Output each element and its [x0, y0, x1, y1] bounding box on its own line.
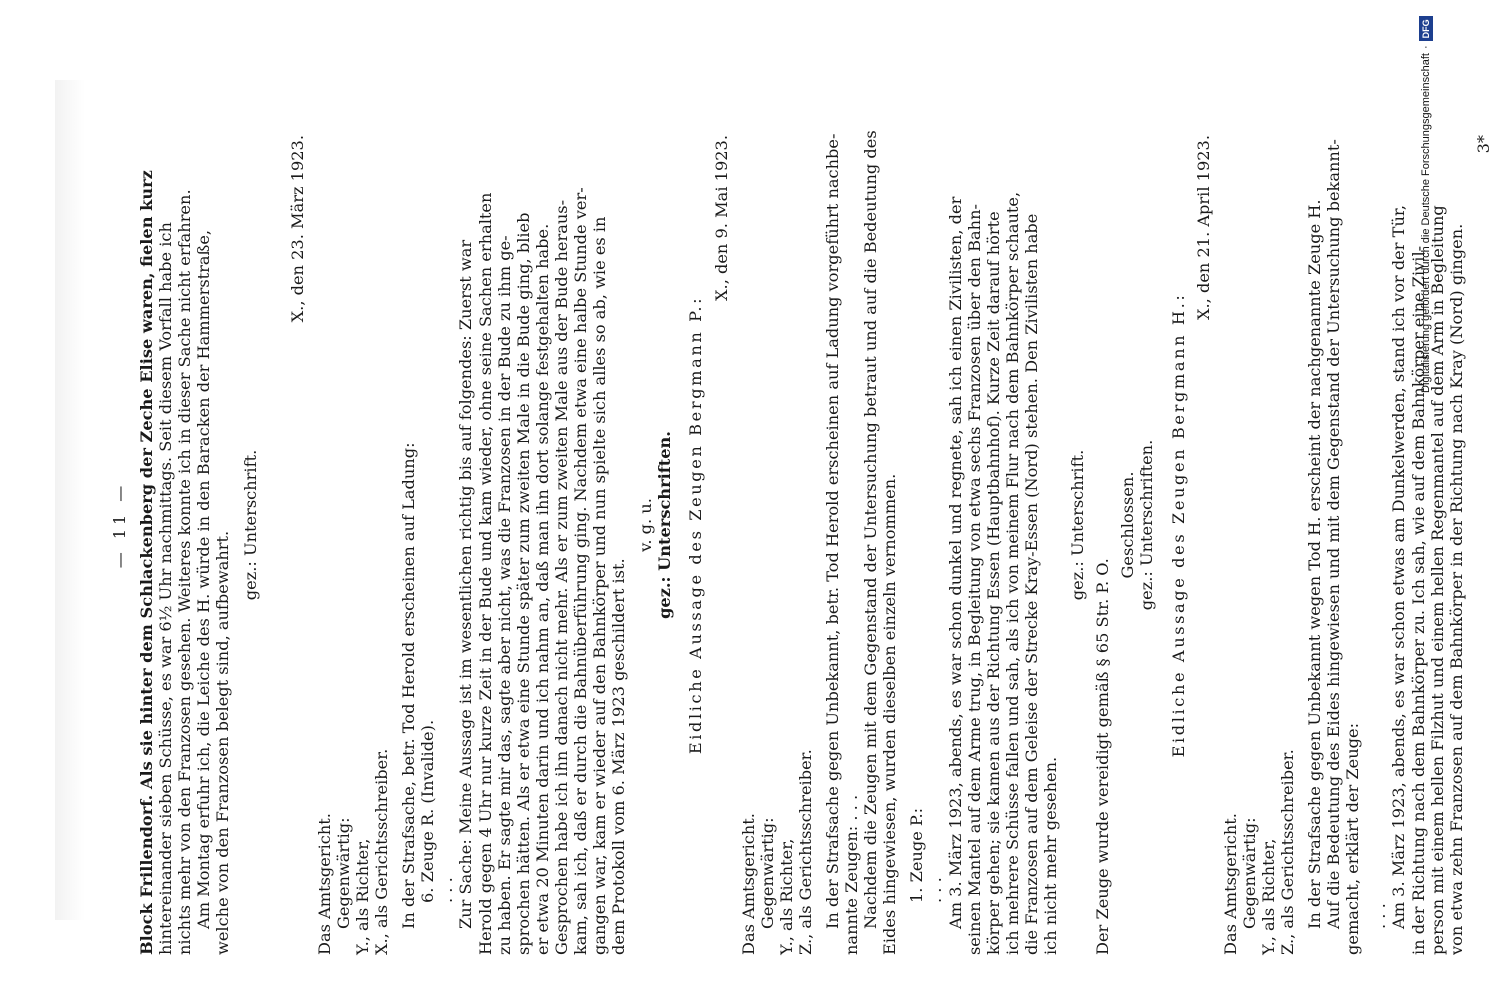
testimony-line: Gesprochen habe ich ihn danach nicht mehr. Als er zum zweiten Male aus der Bude heraus- [551, 199, 571, 955]
court-present: Gegenwärtig: [333, 817, 353, 929]
section-heading-3: Eidliche Aussage des Zeugen Bergmann H.: [1168, 292, 1188, 758]
ellipsis-1: . . . [437, 877, 457, 903]
page-number: — 11 — [110, 481, 129, 569]
court-clerk: Z., als Gerichtsschreiber. [795, 749, 815, 955]
case-line: Auf die Bedeutung des Eides hingewiesen und mit dem Gegenstand der Untersuchung bekannt- [1324, 139, 1344, 929]
testimony-line: person mit einem hellen Filzhut und einem hellen Regenmantel auf dem Arm in Begleitung [1427, 205, 1447, 955]
closed-mark: Geschlossen. [1118, 471, 1138, 579]
ellipsis-2: . . . [926, 877, 946, 903]
ellipsis-3: . . . [1370, 903, 1390, 929]
intro-line: Block Frillendorf. Als sie hinter dem Schlackenberg der Zeche Elise waren, fielen kurz [137, 170, 157, 955]
court-block-3 [1221, 95, 1297, 955]
court-block-2 [739, 95, 815, 955]
testimony-line: Herold gegen 4 Uhr nur kurze Zeit in der Bude und kam wieder, ohne seine Sachen erhalten [475, 192, 495, 955]
testimony-line: dem Protokoll vom 6. März 1923 geschildert ist. [609, 558, 629, 955]
court-present: Gegenwärtig: [757, 817, 777, 929]
intro-line: nichts mehr von den Franzosen gesehen. Weiteres konnte ich in dieser Sache nicht erfahren. [175, 189, 195, 955]
court-block-1 [315, 95, 391, 955]
court-clerk: X., als Gerichtsschreiber. [372, 748, 392, 955]
date-2: X., den 9. Mai 1923. [711, 135, 731, 301]
signature-4: gez.: Unterschriften. [1137, 439, 1157, 611]
testimony-line: gangen war, kam er wieder auf den Bahnkörper und nun spielte sich alles so ab, wie es in [590, 216, 610, 955]
intro-line: hintereinander sieben Schüsse, es war 6½ Uhr nachmittags. Seit diesem Vorfall habe ich [156, 222, 176, 955]
vgu-mark: v. g. u. [636, 498, 656, 552]
testimony-2 [946, 95, 1061, 955]
case-line: Eides hingewiesen, wurden dieselben einzeln vernommen. [880, 473, 900, 955]
case-line: gemacht, erklärt der Zeuge: [1343, 722, 1363, 955]
testimony-line: Am 3. März 1923, abends, es war schon etwas am Dunkelwerden, stand ich vor der Tür, [1389, 205, 1409, 929]
scan-edge-shadow [55, 80, 85, 920]
testimony-line: die Franzosen auf dem Geleise der Strecke Kray-Essen (Nord) stehen. Den Zivilisten habe [1021, 213, 1041, 955]
witness-label-1: 6. Zeuge R. (Invalide). [418, 719, 438, 903]
testimony-line: von etwa zehn Franzosen auf dem Bahnkörper in der Richtung nach Kray (Nord) gingen. [1446, 223, 1466, 955]
intro-paragraph [137, 95, 232, 955]
testimony-line: Am 3. März 1923, abends, es war schon dunkel und regnete, sah ich einen Zivilisten, der [945, 196, 965, 929]
case-statement-2 [823, 95, 899, 955]
oath-statement: Der Zeuge wurde vereidigt gemäß § 65 Str. P. O. [1093, 558, 1113, 955]
testimony-line: kam, sah ich, daß er durch die Bahnüberführung ging. Nachdem etwa eine halbe Stunde ver- [570, 187, 590, 955]
court-present: Gegenwärtig: [1239, 817, 1259, 929]
signature-1: gez.: Unterschrift. [240, 449, 260, 601]
court-judge: Y., als Richter, [352, 838, 372, 955]
court-judge: Y., als Richter, [1258, 838, 1278, 955]
testimony-line: er etwa 20 Minuten darin und ich nahm an, daß man ihn dort solange festgehalten habe. [532, 223, 552, 955]
section-heading-2: Eidliche Aussage des Zeugen Bergmann P.: [686, 295, 706, 755]
testimony-line: in der Richtung nach dem Bahnkörper zu. Ich sah, wie auf dem Bahnkörper eine Zivil- [1408, 245, 1428, 955]
testimony-1 [456, 95, 628, 955]
case-line: Nachdem die Zeugen mit dem Gegenstand der Untersuchung betraut und auf die Bedeutung des [861, 130, 881, 929]
case-line: In der Strafsache gegen Unbekannt, betr. Tod Herold erscheinen auf Ladung vorgeführt nachbe- [823, 133, 842, 929]
court-title: Das Amtsgericht. [1220, 813, 1240, 955]
witness-label-2: 1. Zeuge P.: [907, 807, 927, 903]
testimony-line: ich mehrere Schüsse fallen und sah, als ich von meinem Flur nach dem Bahnkörper schaute, [1002, 191, 1022, 955]
case-line: nannte Zeugen: . . . [842, 794, 862, 955]
testimony-line: ich nicht mehr gesehen. [1041, 756, 1061, 955]
case-statement-3 [1305, 95, 1362, 955]
digitization-credit-text: Digitalisierung gefördert durch die Deutsche Forschungsgemeinschaft [1420, 53, 1432, 393]
case-statement-1: In der Strafsache, betr. Tod Herold erscheinen auf Ladung: [399, 442, 419, 929]
case-line: In der Strafsache gegen Unbekannt wegen Tod H. erscheint der nachgenannte Zeuge H. [1305, 199, 1325, 929]
court-title: Das Amtsgericht. [314, 813, 334, 955]
testimony-line: Zur Sache: Meine Aussage ist im wesentlichen richtig bis auf folgendes: Zuerst war [456, 239, 476, 929]
court-judge: Y., als Richter, [776, 838, 796, 955]
dfg-logo: DFG [1419, 16, 1433, 41]
sheet-signature-mark: 3* [1473, 135, 1493, 154]
testimony-line: zu haben. Er sagte mir das, sagte aber nicht, was die Franzosen in der Bude zu ihm ge- [494, 235, 514, 955]
testimony-line: körper gehen; sie kamen aus der Richtung Essen (Hauptbahnhof). Kurze Zeit darauf hörte [983, 211, 1003, 955]
testimony-line: sprochen hätten. Als er etwa eine Stunde später zum zweiten Male in die Bude ging, blieb [513, 212, 533, 955]
date-1: X., den 23. März 1923. [287, 135, 307, 323]
testimony-line: seinen Mantel auf dem Arme trug, in Begleitung von etwa sechs Franzosen über den Bahn- [964, 204, 984, 955]
court-clerk: Z., als Gerichtsschreiber. [1277, 749, 1297, 955]
signature-2: gez.: Unterschriften. [655, 431, 675, 619]
date-3: X., den 21. April 1923. [1193, 135, 1213, 320]
signature-3: gez.: Unterschrift. [1068, 449, 1088, 601]
intro-line: Am Montag erfuhr ich, die Leiche des H. würde in den Baracken der Hammerstraße, [194, 229, 214, 929]
intro-line: welche von den Franzosen belegt sind, aufbewahrt. [213, 530, 233, 955]
court-title: Das Amtsgericht. [738, 813, 758, 955]
digitization-credit-strip: Digitalisierung gefördert durch die Deutsche Forschungsgemeinschaft · DFG [1416, 8, 1436, 393]
